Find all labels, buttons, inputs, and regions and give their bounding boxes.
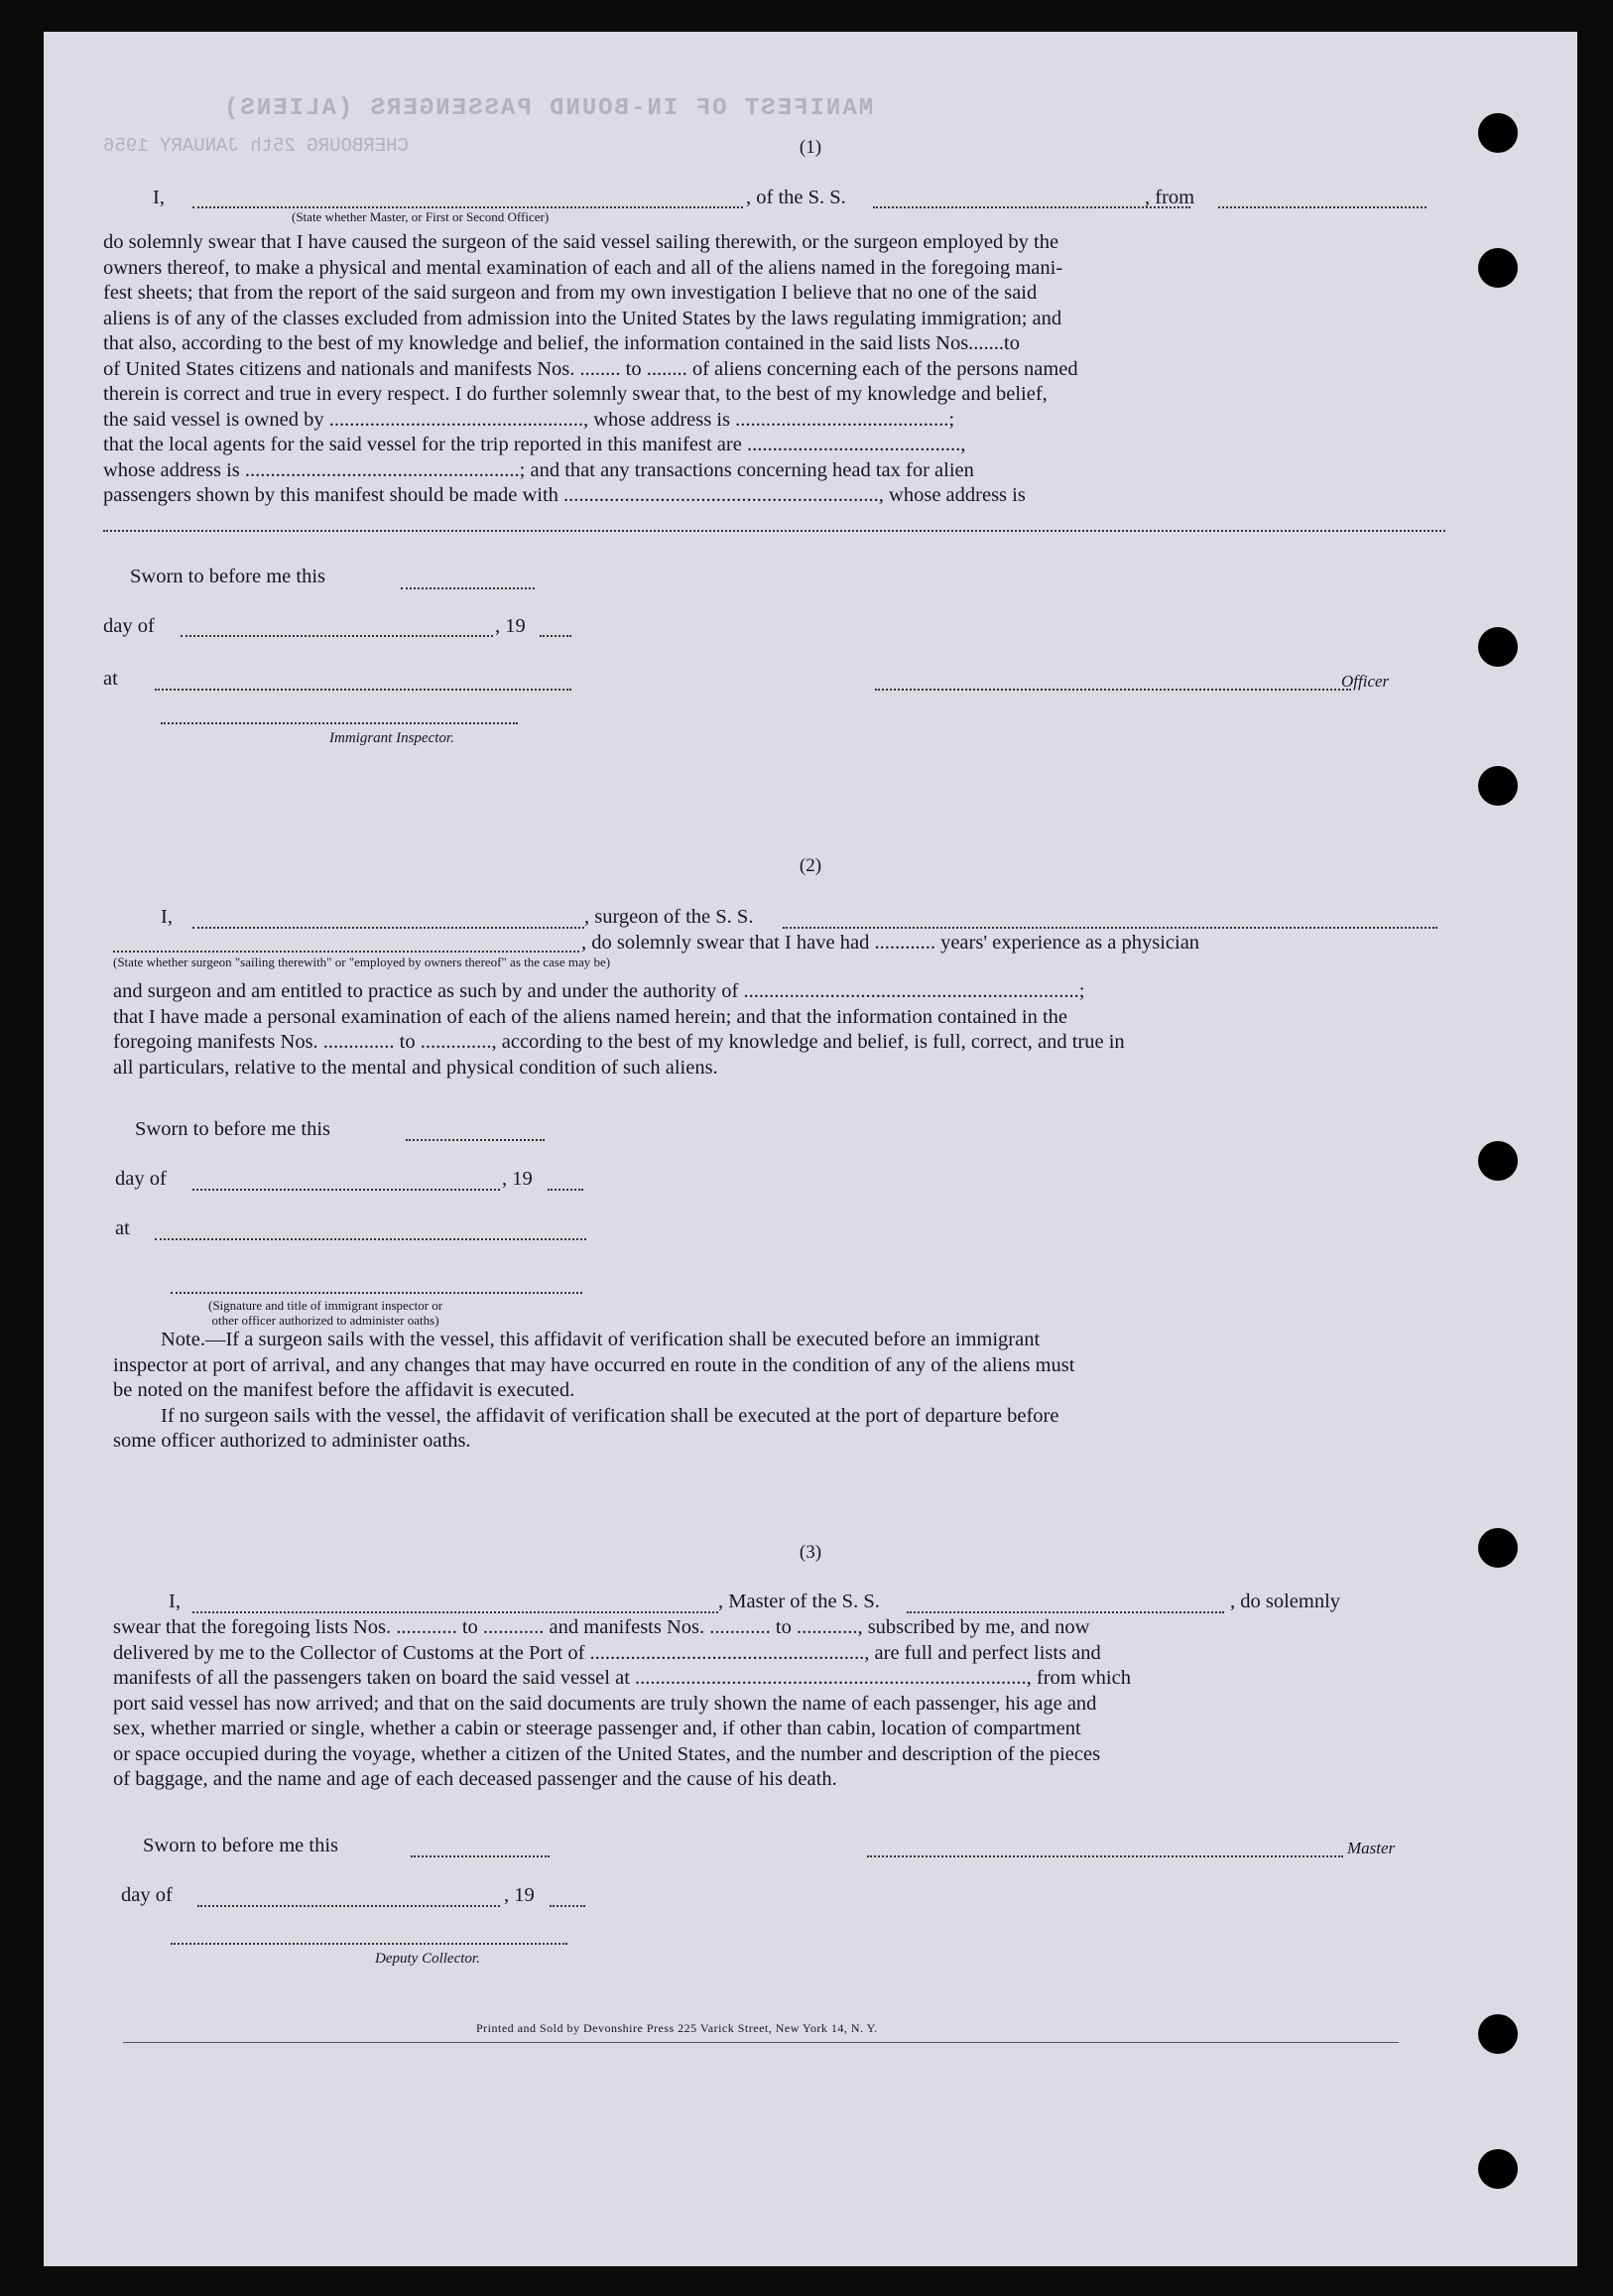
paragraph-line: sex, whether married or single, whether a cabin or steerage passenger and, if other than cabin, location of compartment <box>113 1718 1081 1739</box>
paragraph-line: delivered by me to the Collector of Customs at the Port of ......................................................, are full and perfect lists and <box>113 1641 1101 1664</box>
address-field <box>103 530 1445 532</box>
punch-hole <box>1478 766 1518 806</box>
paragraph-line: owners thereof, to make a physical and mental examination of each and all of the aliens named in the foregoing mani- <box>103 256 1063 279</box>
port-from-field <box>1218 206 1427 208</box>
day-field <box>181 635 493 637</box>
paragraph-line: or space occupied during the voyage, whether a citizen of the United States, and the number and description of the pieces <box>113 1742 1101 1765</box>
punch-hole <box>1478 627 1518 667</box>
surgeon-line2: , do solemnly swear that I have had ............ years' experience as a physician <box>581 932 1200 954</box>
sworn-label: Sworn to before me this <box>135 1118 330 1140</box>
surgeon-name-field <box>192 927 584 929</box>
paragraph-line: do solemnly swear that I have caused the surgeon of the said vessel sailing therewith, or the surgeon employed by the <box>103 231 1059 253</box>
paragraph-line: some officer authorized to administer oaths. <box>113 1430 471 1452</box>
section1-paragraph <box>103 230 1445 509</box>
paragraph-line: Note.—If a surgeon sails with the vessel, this affidavit of verification shall be executed before an immigrant <box>161 1329 1041 1350</box>
document-page <box>44 32 1577 2266</box>
paragraph-line: foregoing manifests Nos. .............. to .............., according to the best of my knowledge and belief, is full, correct, and true in <box>113 1031 1125 1053</box>
at-label: at <box>115 1217 130 1239</box>
solemnly-label: , do solemnly <box>1230 1591 1341 1612</box>
section2-paragraph <box>113 979 1445 1081</box>
paragraph-line: whose address is ......................................................; and that any transactions concerning head tax for alien <box>103 458 974 481</box>
section3-i: I, <box>169 1591 181 1612</box>
punch-hole <box>1478 248 1518 288</box>
master-name-field <box>192 206 743 208</box>
day-of-label: day of <box>121 1884 173 1906</box>
year-label: , 19 <box>502 1168 533 1190</box>
paragraph-line: all particulars, relative to the mental and physical condition of such aliens. <box>113 1056 718 1079</box>
paragraph-line: of United States citizens and nationals and manifests Nos. ........ to ........ of aliens concerning each of the persons named <box>103 357 1078 380</box>
section1-ship-label: , of the S. S. <box>746 187 846 208</box>
signature-field <box>171 1292 582 1294</box>
sworn-label: Sworn to before me this <box>143 1835 338 1856</box>
surgeon-note: (State whether surgeon "sailing therewith" or "employed by owners thereof" as the case may be) <box>113 955 611 969</box>
footer-rule <box>123 2042 1399 2043</box>
section1-i: I, <box>153 187 165 208</box>
master-label: Master <box>1347 1839 1396 1857</box>
officer-signature-field <box>875 689 1351 691</box>
day-of-label: day of <box>103 615 155 637</box>
year-label: , 19 <box>495 615 526 637</box>
master-note: (State whether Master, or First or Second Officer) <box>292 209 550 224</box>
signature-note-line: (Signature and title of immigrant inspector or <box>208 1298 443 1313</box>
note-paragraph <box>113 1328 1445 1455</box>
at-field <box>155 689 571 691</box>
ghost-title: MANIFEST OF IN-BOUND PASSENGERS (ALIENS) <box>222 95 874 122</box>
surgeon-status-field <box>113 951 579 953</box>
paragraph-line: of baggage, and the name and age of each deceased passenger and the cause of his death. <box>113 1768 837 1790</box>
section2-heading: (2) <box>799 855 822 876</box>
paragraph-line: therein is correct and true in every respect. I do further solemnly swear that, to the best of my knowledge and belief, <box>103 383 1048 405</box>
year-field <box>550 1905 585 1907</box>
section2-ship-label: , surgeon of the S. S. <box>584 906 754 928</box>
section3-heading: (3) <box>799 1542 822 1563</box>
collector-label: Deputy Collector. <box>375 1951 480 1967</box>
signature-note-line: other officer authorized to administer oaths) <box>211 1313 439 1328</box>
paragraph-line: inspector at port of arrival, and any changes that may have occurred en route in the condition of any of the aliens must <box>113 1353 1075 1376</box>
paragraph-line: that the local agents for the said vessel for the trip reported in this manifest are .........................................., <box>103 434 966 455</box>
paragraph-line: manifests of all the passengers taken on board the said vessel at ............................................................................., from which <box>113 1667 1131 1689</box>
collector-signature-field <box>171 1943 567 1945</box>
ship-name-field <box>907 1611 1224 1613</box>
paragraph-line: fest sheets; that from the report of the said surgeon and from my own investigation I believe that no one of the said <box>103 282 1038 304</box>
year-field <box>548 1189 583 1191</box>
signature-note <box>208 1298 442 1328</box>
punch-hole <box>1478 2014 1518 2054</box>
master-signature-field <box>867 1855 1343 1857</box>
year-field <box>540 635 571 637</box>
day-of-label: day of <box>115 1168 167 1190</box>
section3-paragraph <box>113 1615 1445 1793</box>
master-name-field <box>192 1611 718 1613</box>
surgeon-ship-field <box>783 927 1437 929</box>
ship-name-field <box>873 206 1190 208</box>
officer-label: Officer <box>1341 672 1390 691</box>
year-label: , 19 <box>504 1884 535 1906</box>
paragraph-line: swear that the foregoing lists Nos. ............ to ............ and manifests Nos. ............ to ............, subscribed by me, and now <box>113 1616 1090 1638</box>
paragraph-line: be noted on the manifest before the affidavit is executed. <box>113 1379 575 1401</box>
at-field <box>155 1238 586 1240</box>
sworn-date-field <box>406 1139 545 1141</box>
sworn-date-field <box>411 1855 550 1857</box>
inspector-label: Immigrant Inspector. <box>329 730 454 746</box>
paragraph-line: If no surgeon sails with the vessel, the affidavit of verification shall be executed at the port of departure before <box>161 1404 1059 1427</box>
sworn-date-field <box>401 587 535 589</box>
section3-ship-label: , Master of the S. S. <box>718 1591 880 1612</box>
sworn-label: Sworn to before me this <box>130 566 325 587</box>
paragraph-line: that I have made a personal examination of each of the aliens named herein; and that the information contained in the <box>113 1005 1067 1028</box>
ghost-line: CHERBOURG 25th JANUARY 1956 <box>103 135 409 157</box>
paragraph-line: the said vessel is owned by .................................................., whose address is ..........................................; <box>103 408 955 431</box>
at-label: at <box>103 668 118 690</box>
paragraph-line: aliens is of any of the classes excluded from admission into the United States by the laws regulating immigration; and <box>103 307 1062 329</box>
paragraph-line: and surgeon and am entitled to practice as such by and under the authority of ..................................................................; <box>113 980 1085 1002</box>
section1-heading: (1) <box>799 137 822 158</box>
paragraph-line: port said vessel has now arrived; and that on the said documents are truly shown the name of each passenger, his age and <box>113 1692 1097 1715</box>
inspector-signature-field <box>161 722 518 724</box>
day-field <box>192 1189 500 1191</box>
printer-footer: Printed and Sold by Devonshire Press 225 Varick Street, New York 14, N. Y. <box>476 2021 878 2035</box>
paragraph-line: that also, according to the best of my knowledge and belief, the information contained in the said lists Nos.......to <box>103 332 1021 354</box>
punch-hole <box>1478 2149 1518 2189</box>
section1-from-label: , from <box>1145 187 1195 208</box>
punch-hole <box>1478 1141 1518 1181</box>
paragraph-line: passengers shown by this manifest should be made with .............................................................., whose address is <box>103 484 1026 506</box>
section2-i: I, <box>161 906 173 928</box>
day-field <box>197 1905 500 1907</box>
